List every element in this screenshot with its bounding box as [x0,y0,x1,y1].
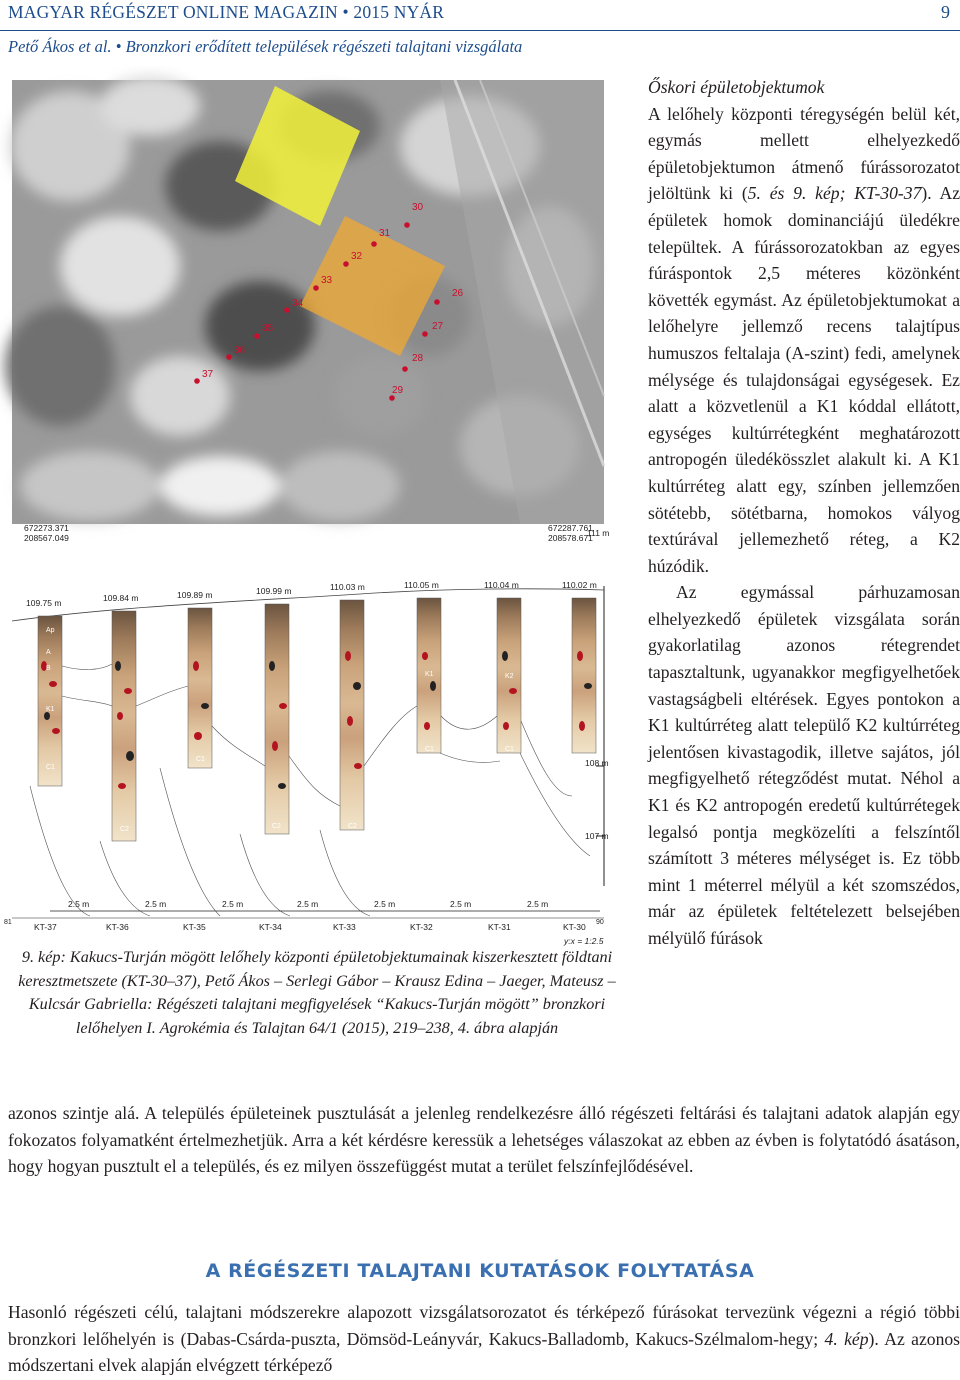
svg-text:KT-32: KT-32 [410,922,433,932]
svg-text:30: 30 [412,202,424,213]
full-width-paragraph-1: azonos szintje alá. A település épületeinek pusztulását a jelenleg rendelkezésre álló régészeti feltárási és talajtani adatok alapján egy fokozatos folyamatként értelmezhetjük. Arra a két kérdésre keressük a lehetséges válaszokat az ebben az évben is folytatódó ásatáson, hogy hogyan pusztult el a település, és ez milyen összefüggést mutat a terület felszínfejlődésével. [8,1103,960,1177]
svg-text:208578.671: 208578.671 [548,533,593,543]
figure-reference-4: 4. kép [824,1328,869,1349]
svg-text:110.05 m: 110.05 m [404,580,439,590]
svg-text:28: 28 [412,353,424,364]
section-title: A RÉGÉSZETI TALAJTANI KUTATÁSOK FOLYTATÁSA [205,1260,755,1282]
svg-text:111 m: 111 m [587,528,610,538]
svg-text:29: 29 [392,385,404,396]
svg-text:KT-33: KT-33 [333,922,356,932]
svg-text:109.75 m: 109.75 m [26,598,62,608]
svg-text:C2: C2 [348,823,357,830]
svg-text:C2: C2 [272,823,281,830]
svg-text:2.5 m: 2.5 m [297,899,319,909]
svg-text:2.5 m: 2.5 m [222,899,244,909]
svg-text:108 m: 108 m [585,758,609,768]
svg-text:y:x = 1:2.5: y:x = 1:2.5 [564,936,604,946]
svg-text:35: 35 [262,323,274,334]
figure-caption: 9. kép: Kakucs-Turján mögött lelőhely központi épületobjektumainak kiszerkesztett földtani keresztmetszete (KT-30–37), Pető Ákos – Serlegi Gábor – Krausz Edina – Jaeger, Mateusz – Kulcsár Gabriella: Régészeti talajtani megfigyelések “Kakucs-Turján mögött” bronzkori lelőhelyen I. Agrokémia és Talajtan 64/1 (2015), 219–238, 4. ábra alapján [18,948,616,1037]
svg-text:32: 32 [351,251,363,262]
svg-text:A: A [46,649,51,656]
svg-text:26: 26 [452,288,464,299]
svg-text:Ap: Ap [46,627,55,634]
figure-reference: 5. és 9. kép; KT-30-37 [747,183,922,204]
svg-text:34: 34 [292,298,304,309]
right-column [648,74,960,952]
figure-9 [0,66,620,946]
svg-text:208567.049: 208567.049 [24,533,69,543]
aerial-photo [5,76,604,524]
paragraph-1: A lelőhely központi téregységén belül két, egymás mellett elhelyezkedő épületobjektumon átmenő fúrássorozatot jelöltünk ki (5. és 9. kép; KT-30-37). Az épületek homok dominanciájú üledékre települtek. A fúrássorozatokban az egyes fúráspontok 2,5 méteres közönként követték egymást. Az épületobjektumokat a lelőhelyre jellemző recens talajtípus humuszos feltalaja (A-szint) fedi, amelynek mélysége és tulajdonságai egységesek. Ez alatt a közvetlenül a K1 kóddal ellátott, egységes kultúrrétegként meghatározott antropogén üledékösszlet alakult ki. A K1 kultúrréteg alatt egy, színben jellemzően sötétebb, sötétbarna, homokos vályog textúrával jellemezhető réteg, a K2 húzódik. [648,103,960,576]
svg-text:C1: C1 [46,764,55,771]
paragraph-2: Az egymással párhuzamosan elhelyezkedő épületek vizsgálata során gyakorlatilag azonos rétegrendet tapasztaltunk, ugyanakkor megfigyelhetőek vastagságbeli eltérések. Egyes pontokon a K1 kultúrréteg alatt települő K2 kultúrréteg jelentősen kivastagodik, illetve sajátos, jól megfigyelhető rétegződést mutat. Néhol a K1 és K2 antropogén eredetű kultúrrétegek legalsó pontja megközelíti a felszíntől számított 3 méteres mélységet is. Ez több mint 1 méterrel mélyül a két szomszédos, már az épületek feltételezett belsejében mélyülő fúrások [648,582,960,948]
svg-text:2.5 m: 2.5 m [145,899,167,909]
figure-svg [0,66,620,946]
svg-text:37: 37 [202,369,214,380]
svg-text:672287.761: 672287.761 [548,523,593,533]
svg-text:KT-35: KT-35 [183,922,206,932]
svg-text:2.5 m: 2.5 m [68,899,90,909]
svg-text:C1: C1 [196,756,205,763]
svg-text:672273.371: 672273.371 [24,523,69,533]
profile-labels [4,918,604,946]
svg-text:110.03 m: 110.03 m [330,582,365,592]
svg-text:C1: C1 [425,746,434,753]
svg-text:K2: K2 [505,673,514,680]
magazine-title: MAGYAR RÉGÉSZET ONLINE MAGAZIN • 2015 NYÁR [8,2,445,22]
header-divider [0,30,960,31]
svg-text:109.89 m: 109.89 m [177,590,213,600]
svg-text:107 m: 107 m [585,831,609,841]
cross-section [4,523,609,946]
svg-text:81: 81 [4,919,12,926]
svg-text:90: 90 [596,919,604,926]
svg-text:2.5 m: 2.5 m [374,899,396,909]
svg-text:109.84 m: 109.84 m [103,593,139,603]
svg-text:KT-36: KT-36 [106,922,129,932]
svg-text:K1: K1 [46,706,55,713]
svg-text:33: 33 [321,275,333,286]
svg-text:110.04 m: 110.04 m [484,580,519,590]
svg-text:109.99 m: 109.99 m [256,586,292,596]
svg-text:KT-31: KT-31 [488,922,511,932]
running-title: Pető Ákos et al. • Bronzkori erődített települések régészeti talajtani vizsgálata [8,37,523,56]
subsection-heading: Őskori épületobjektumok [648,77,825,97]
svg-text:36: 36 [234,345,246,356]
svg-text:110.02 m: 110.02 m [562,580,597,590]
page-number: 9 [941,2,950,22]
svg-text:31: 31 [379,228,391,239]
svg-text:C2: C2 [120,826,129,833]
svg-text:2.5 m: 2.5 m [527,899,549,909]
svg-text:B: B [46,665,51,672]
svg-text:KT-34: KT-34 [259,922,282,932]
svg-text:C1: C1 [505,746,514,753]
svg-text:27: 27 [432,321,444,332]
svg-text:2.5 m: 2.5 m [450,899,472,909]
svg-text:K1: K1 [425,671,434,678]
borehole-columns [38,598,596,841]
svg-text:KT-30: KT-30 [563,922,586,932]
svg-text:KT-37: KT-37 [34,922,57,932]
full-width-paragraph-2: Hasonló régészeti célú, talajtani módszerekre alapozott vizsgálatsorozatot és térképező fúrásokat tervezünk végezni a régió többi bronzkori lelőhelyén is (Dabas-Csárda-puszta, Dömsöd-Leányvár, Kakucs-Balladomb, Kakucs-Szélmalom-hegy; 4. kép). Az azonos módszertani elvek alapján elvégzett térképező [8,1302,960,1376]
